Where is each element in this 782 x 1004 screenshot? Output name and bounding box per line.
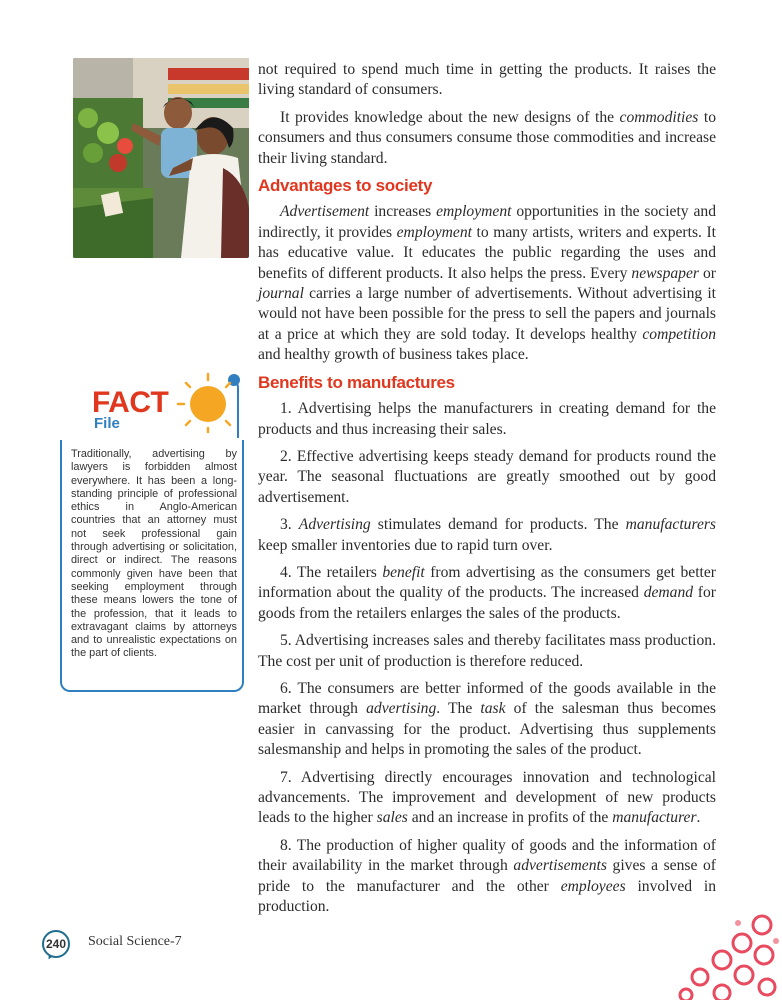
list-item	[258, 515, 716, 556]
text: competition	[642, 325, 716, 343]
text: manufacturers	[625, 516, 717, 534]
text: advertisements	[513, 857, 607, 875]
text: journal	[258, 285, 304, 303]
text: employment	[436, 203, 512, 221]
list-item	[258, 836, 716, 918]
fact-subtitle: File	[94, 415, 120, 432]
text: advertising	[366, 700, 437, 718]
decorative-circles-icon	[672, 905, 782, 1004]
text: 8. The production of higher quality of goods and the information of their availability in the market through	[258, 836, 716, 875]
book-title: Social Science-7	[88, 934, 182, 949]
text: sales	[376, 809, 408, 827]
text: not required to spend much time in getting the products. It raises the living standard of consumers.	[258, 61, 716, 99]
fact-file-sun-icon	[168, 366, 248, 442]
text: 5. Advertising increases sales and thereby facilitates mass production. The cost per unit of production is therefore reduced.	[258, 632, 716, 670]
text: Advertisement	[280, 203, 370, 221]
text: employment	[396, 223, 472, 241]
text: manufacturer	[612, 809, 697, 827]
paragraph	[258, 60, 716, 101]
text: carries a large number of advertisements. Without advertising it would not have been possible for the press to sell the papers and journals at a price at which they are sold today. It develops healthy	[258, 285, 716, 343]
text: benefit	[382, 563, 425, 581]
text: opportunities in the society and indirectly, it provides	[258, 203, 716, 241]
heading-advantages-to-society: Advantages to society	[258, 176, 433, 196]
text: task	[480, 700, 506, 718]
text: It provides knowledge about the new designs of the	[280, 108, 620, 126]
text: involved in production.	[258, 877, 717, 916]
text: 3.	[280, 516, 299, 534]
text: . The	[436, 700, 481, 718]
list-item	[258, 631, 716, 672]
fact-text: Traditionally, advertising by lawyers is forbidden almost everywhere. It has been a long-standing principle of professional ethics in Anglo-American countries that an attorney must not seek professional gain through advertising or solicitation, direct or indirect. The reasons commonly given have been that seeking employment through these means lowers the tone of the profession, that it leads to extravagant claims by attorneys and to unrealistic expectations on the part of clients.	[71, 448, 237, 660]
text: keep smaller inventories due to rapid turn over.	[258, 536, 553, 554]
text: commodities	[619, 108, 699, 126]
text: 7. Advertising directly encourages innovation and technological advancements. The improvement and development of new products leads to the higher	[258, 768, 716, 827]
text: employees	[560, 877, 626, 895]
text: and an increase in profits of the	[407, 809, 613, 827]
text: demand	[643, 584, 694, 602]
main-text-column	[258, 60, 716, 924]
text: gives a sense of pride to the manufacturer and the other	[258, 857, 716, 895]
text: or	[698, 264, 716, 282]
list-item	[258, 447, 716, 508]
text: newspaper	[631, 264, 699, 282]
fact-title: FACT	[92, 386, 169, 419]
heading-benefits-to-manufactures: Benefits to manufactures	[258, 372, 455, 392]
text: 2. Effective advertising keeps steady demand for products round the year. The seasonal fluctuations are greatly smoothed out by good advertisement.	[258, 447, 716, 506]
text: stimulates demand for products. The	[370, 516, 626, 534]
text: 4. The retailers	[280, 563, 383, 581]
list-item	[258, 768, 716, 829]
text: .	[696, 809, 701, 827]
paragraph	[258, 108, 716, 169]
list-item	[258, 563, 716, 624]
text: Advertising	[298, 516, 371, 534]
text: to consumers and thus consumers consume those commodities and increase their living standard.	[258, 108, 716, 167]
text: to many artists, writers and experts. It has educative value. It educates the public regarding the uses and benefits of different products. It also helps the press. Every	[258, 223, 716, 282]
page-number: 240	[42, 930, 70, 958]
list-item	[258, 679, 716, 761]
text: increases	[369, 203, 437, 221]
text: 1. Advertising helps the manufacturers in creating demand for the products and thus increasing their sales.	[258, 400, 716, 438]
text: 6. The consumers are better informed of the goods available in the market through	[258, 679, 716, 718]
paragraph	[258, 202, 716, 365]
text: for goods from the retailers enlarges the sales of the products.	[258, 584, 716, 622]
text: from advertising as the consumers get better information about the quality of the products. The increased	[258, 563, 716, 602]
text: and healthy growth of business takes place.	[258, 346, 529, 364]
supermarket-photo	[73, 58, 249, 258]
text: of the salesman thus becomes easier in canvassing for the product. Advertising thus supplements salesmanship and helps in promoting the sales of the product.	[258, 700, 716, 759]
list-item	[258, 399, 716, 440]
